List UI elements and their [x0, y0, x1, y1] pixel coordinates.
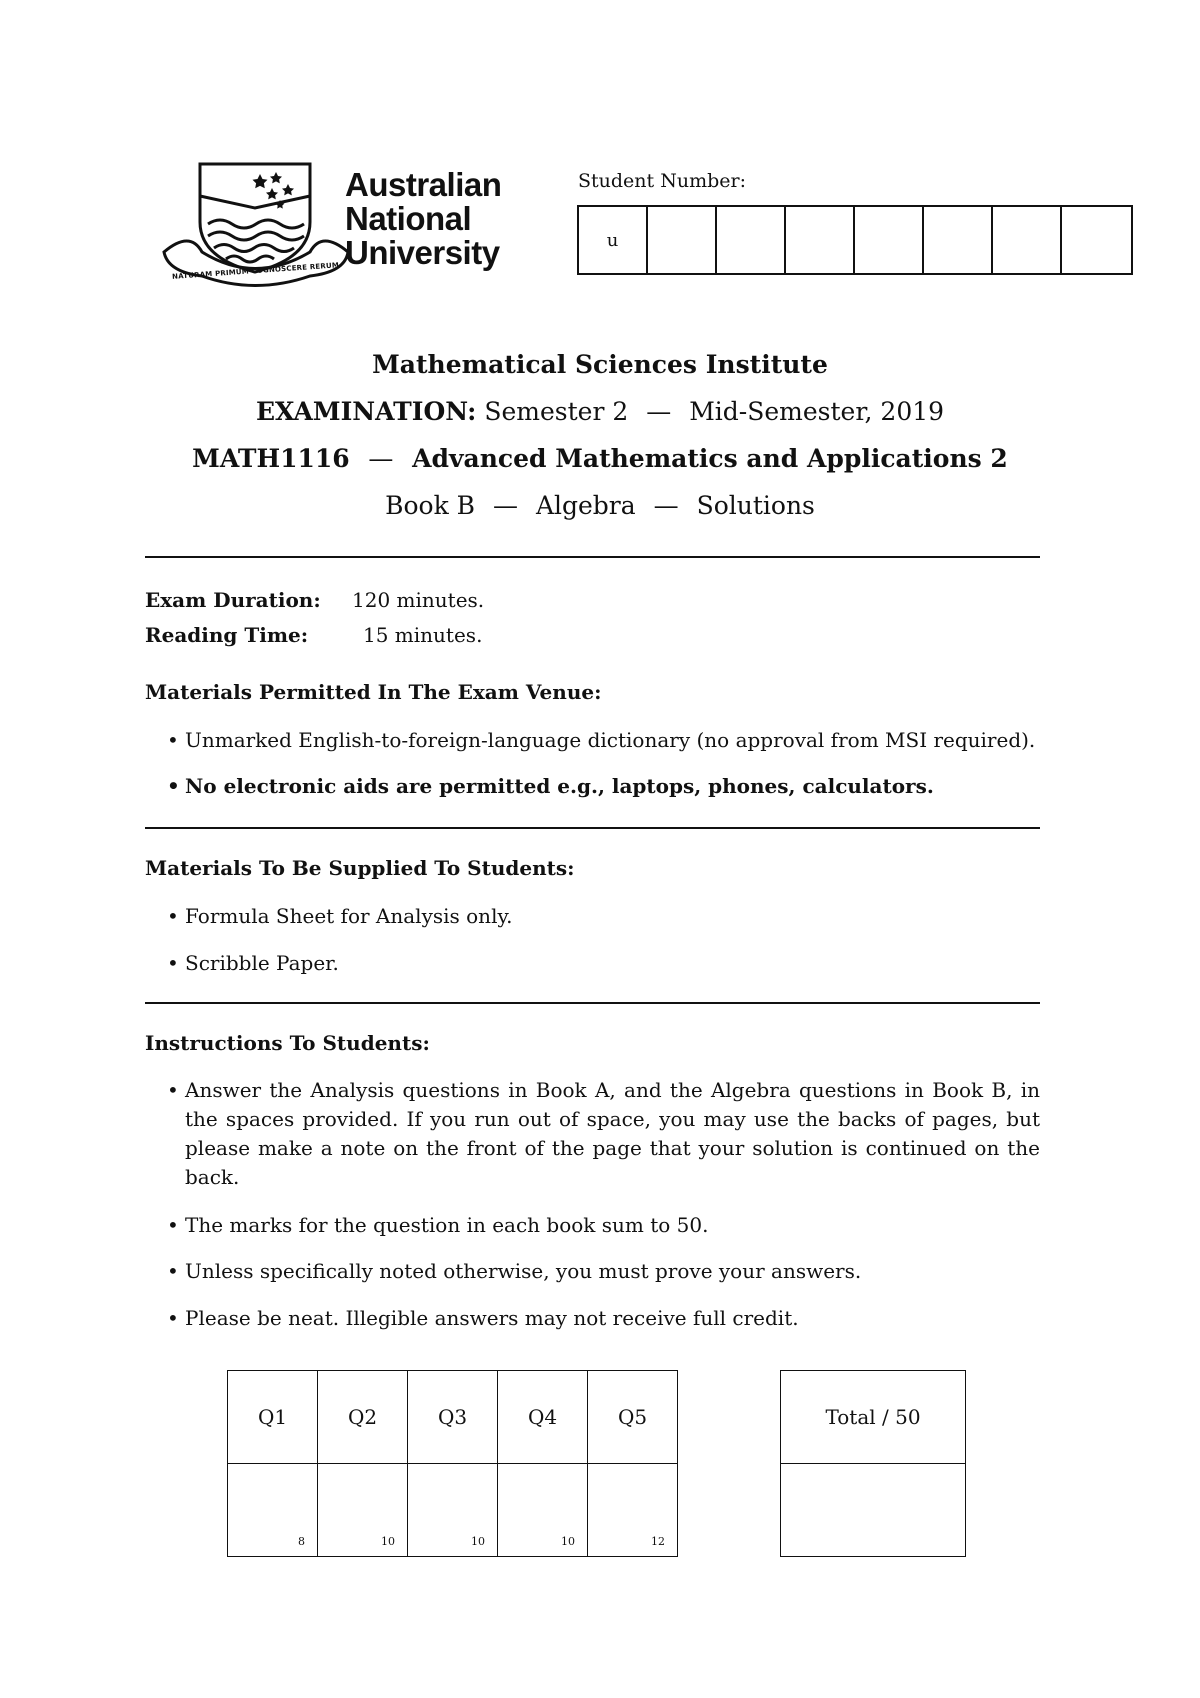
dash: —	[493, 491, 518, 520]
list-item: • The marks for the question in each book sum to 50.	[185, 1211, 1040, 1240]
course-code: MATH1116	[192, 444, 350, 473]
max-mark: 12	[588, 1464, 678, 1557]
exam-duration	[145, 588, 484, 612]
instructions-list-2	[185, 1211, 1040, 1240]
list-item: • Answer the Analysis questions in Book A, and the Algebra questions in Book B, in the spaces provided. If you run out of space, you may use the backs of pages, but please make a note on the front of the page that your solution is continued on the back.	[185, 1076, 1040, 1192]
list-item: • Unmarked English-to-foreign-language dictionary (no approval from MSI required).	[185, 726, 1040, 755]
student-number-label: Student Number:	[578, 170, 746, 192]
total-table	[780, 1370, 966, 1557]
list-item: • Scribble Paper.	[185, 949, 1040, 978]
total-score-cell	[781, 1464, 966, 1557]
reading-time-label: Reading Time:	[145, 623, 309, 647]
course-name: Advanced Mathematics and Applications 2	[412, 444, 1008, 473]
list-item: • Formula Sheet for Analysis only.	[185, 902, 1040, 931]
student-number-cell[interactable]	[1062, 207, 1131, 273]
exam-period: Mid-Semester, 2019	[689, 397, 945, 426]
list-item: • Please be neat. Illegible answers may not receive full credit.	[185, 1304, 1040, 1333]
student-number-cell[interactable]	[993, 207, 1062, 273]
institute-title: Mathematical Sciences Institute	[372, 350, 828, 379]
dash: —	[653, 491, 679, 520]
course-line	[0, 444, 1200, 473]
logo-line-2: National	[345, 200, 472, 237]
student-number-cell[interactable]	[786, 207, 855, 273]
crest-motto: NATURAM PRIMUM COGNOSCERE RERUM	[171, 261, 340, 281]
question-header: Q1	[228, 1371, 318, 1464]
permitted-heading: Materials Permitted In The Exam Venue:	[145, 680, 602, 704]
logo-line-3: University	[345, 234, 500, 271]
book-label: Book B	[385, 491, 476, 520]
student-number-cell[interactable]: u	[579, 207, 648, 273]
instructions-heading: Instructions To Students:	[145, 1031, 430, 1055]
student-number-cell[interactable]	[924, 207, 993, 273]
question-header: Q3	[408, 1371, 498, 1464]
university-name	[345, 168, 501, 270]
divider	[145, 1002, 1040, 1004]
instructions-list-4	[185, 1304, 1040, 1333]
question-header: Q2	[318, 1371, 408, 1464]
max-mark: 10	[498, 1464, 588, 1557]
max-mark: 10	[408, 1464, 498, 1557]
reading-time-value: 15 minutes.	[363, 623, 483, 647]
list-item: • Unless specifically noted otherwise, you must prove your answers.	[185, 1257, 1040, 1286]
dash: —	[368, 444, 394, 473]
student-number-cell[interactable]	[648, 207, 717, 273]
total-header: Total / 50	[781, 1371, 966, 1464]
supplied-list-2	[185, 949, 1040, 978]
student-number-cell[interactable]	[717, 207, 786, 273]
exam-line	[0, 397, 1200, 426]
supplied-list	[185, 902, 1040, 931]
exam-duration-label: Exam Duration:	[145, 588, 321, 612]
student-number-cell[interactable]	[855, 207, 924, 273]
max-mark: 10	[318, 1464, 408, 1557]
divider	[145, 827, 1040, 829]
permitted-list	[185, 726, 1040, 755]
exam-label: EXAMINATION:	[255, 397, 477, 426]
supplied-heading: Materials To Be Supplied To Students:	[145, 856, 575, 880]
reading-time	[145, 623, 482, 647]
dash: —	[646, 397, 672, 426]
permitted-list-2	[185, 772, 1040, 801]
exam-duration-value: 120 minutes.	[352, 588, 485, 612]
exam-semester: Semester 2	[484, 397, 629, 426]
divider	[145, 556, 1040, 558]
book-line	[0, 491, 1200, 520]
version-label: Solutions	[696, 491, 815, 520]
list-item: • No electronic aids are permitted e.g., laptops, phones, calculators.	[185, 772, 1040, 801]
max-mark: 8	[228, 1464, 318, 1557]
logo-line-1: Australian	[345, 166, 502, 203]
marks-table	[227, 1370, 678, 1557]
student-number-field[interactable]	[577, 205, 1133, 275]
question-header: Q5	[588, 1371, 678, 1464]
instructions-list-1	[185, 1076, 1040, 1192]
subject-label: Algebra	[535, 491, 636, 520]
question-header: Q4	[498, 1371, 588, 1464]
instructions-list-3	[185, 1257, 1040, 1286]
